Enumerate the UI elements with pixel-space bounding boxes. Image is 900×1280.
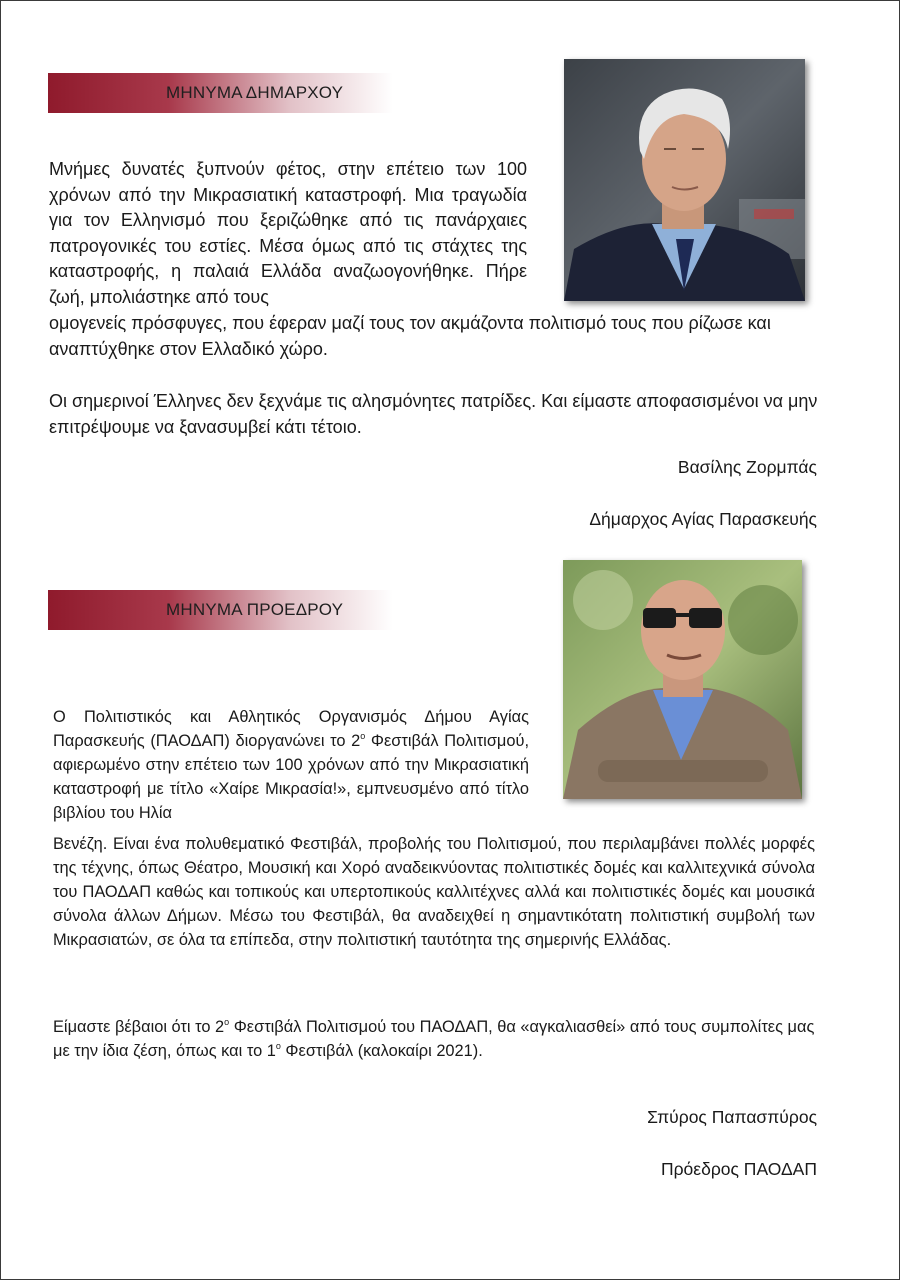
mayor-title: Δήμαρχος Αγίας Παρασκευής [589, 509, 817, 529]
mayor-heading: ΜΗΝΥΜΑ ΔΗΜΑΡΧΟΥ [166, 83, 344, 102]
mayor-name: Βασίλης Ζορμπάς [677, 457, 817, 477]
ordinal-mark: ο [224, 1017, 230, 1027]
president-heading-banner [48, 590, 393, 630]
president-paragraph-1-continued: Βενέζη. Είναι ένα πολυθεματικό Φεστιβάλ, προβολής του Πολιτισμού, που περιλαμβάνει πολλές μορφές της τέχνης, όπως Θέατρο, Μουσική και Χορό αναδεικνύοντας πολιτιστικές δομές και καλλιτεχνικά σύνολα του ΠΑΟΔΑΠ καθώς και τοπικούς και υπερτοπικούς καλλιτέχνες αλλά και πολιτιστικές δομές και μουσικά σύνολα άλλων Δήμων. Μέσω του Φεστιβάλ, θα αναδειχθεί η σημαντικότατη πολιτιστική συμβολή των Μικρασιατών, σε όλα τα επίπεδα, στην πολιτιστική ταυτότητα της σημερινής Ελλάδας. [53, 835, 815, 949]
president-name: Σπύρος Παπασπύρος [647, 1107, 817, 1127]
president-heading: ΜΗΝΥΜΑ ΠΡΟΕΔΡΟΥ [166, 600, 344, 619]
mayor-paragraph-1: Μνήμες δυνατές ξυπνούν φέτος, στην επέτειο των 100 χρόνων από την Μικρασιατική καταστροφή. Μια τραγωδία για τον Ελληνισμό που ξεριζώθηκε από τις πανάρχαιες πατρογονικές του εστίες. Μέσα όμως από τις στάχτες της καταστροφής, η παλαιά Ελλάδα αναζωογονήθηκε. Πήρε ζωή, μπολιάστηκε από τους [49, 159, 527, 307]
ordinal-mark: ο [360, 731, 366, 741]
mayor-paragraph-1-continued: ομογενείς πρόσφυγες, που έφεραν μαζί τους τον ακμάζοντα πολιτισμό τους που ρίζωσε και αναπτύχθηκε στον Ελλαδικό χώρο. [49, 313, 771, 359]
mayor-paragraph-2: Οι σημερινοί Έλληνες δεν ξεχνάμε τις αλησμόνητες πατρίδες. Και είμαστε αποφασισμένοι να μην επιτρέψουμε να ξανασυμβεί κάτι τέτοιο. [49, 391, 818, 437]
president-title: Πρόεδρος ΠΑΟΔΑΠ [660, 1159, 817, 1179]
mayor-heading-banner [48, 73, 393, 113]
president-photo [563, 560, 802, 799]
president-paragraph-2: Είμαστε βέβαιοι ότι το $2^o$ Φεστιβάλ Πολιτισμού του ΠΑΟΔΑΠ, θα «αγκαλιασθεί» από τους συμπολίτες μας με την ίδια ζέση, όπως και το $1^o$ Φεστιβάλ (καλοκαίρι 2021). [53, 1017, 815, 1060]
ordinal-mark: ο [275, 1041, 281, 1051]
president-paragraph-1: Ο Πολιτιστικός και Αθλητικός Οργανισμός Δήμου Αγίας Παρασκευής (ΠΑΟΔΑΠ) διοργανώνει το $2^o$ Φεστιβάλ Πολιτισμού, αφιερωμένο στην επέτειο των 100 χρόνων από την Μικρασιατική καταστροφή με τίτλο «Χαίρε Μικρασία!», εμπνευσμένο από τίτλο βιβλίου του Ηλία [53, 708, 530, 822]
mayor-photo [564, 59, 805, 301]
